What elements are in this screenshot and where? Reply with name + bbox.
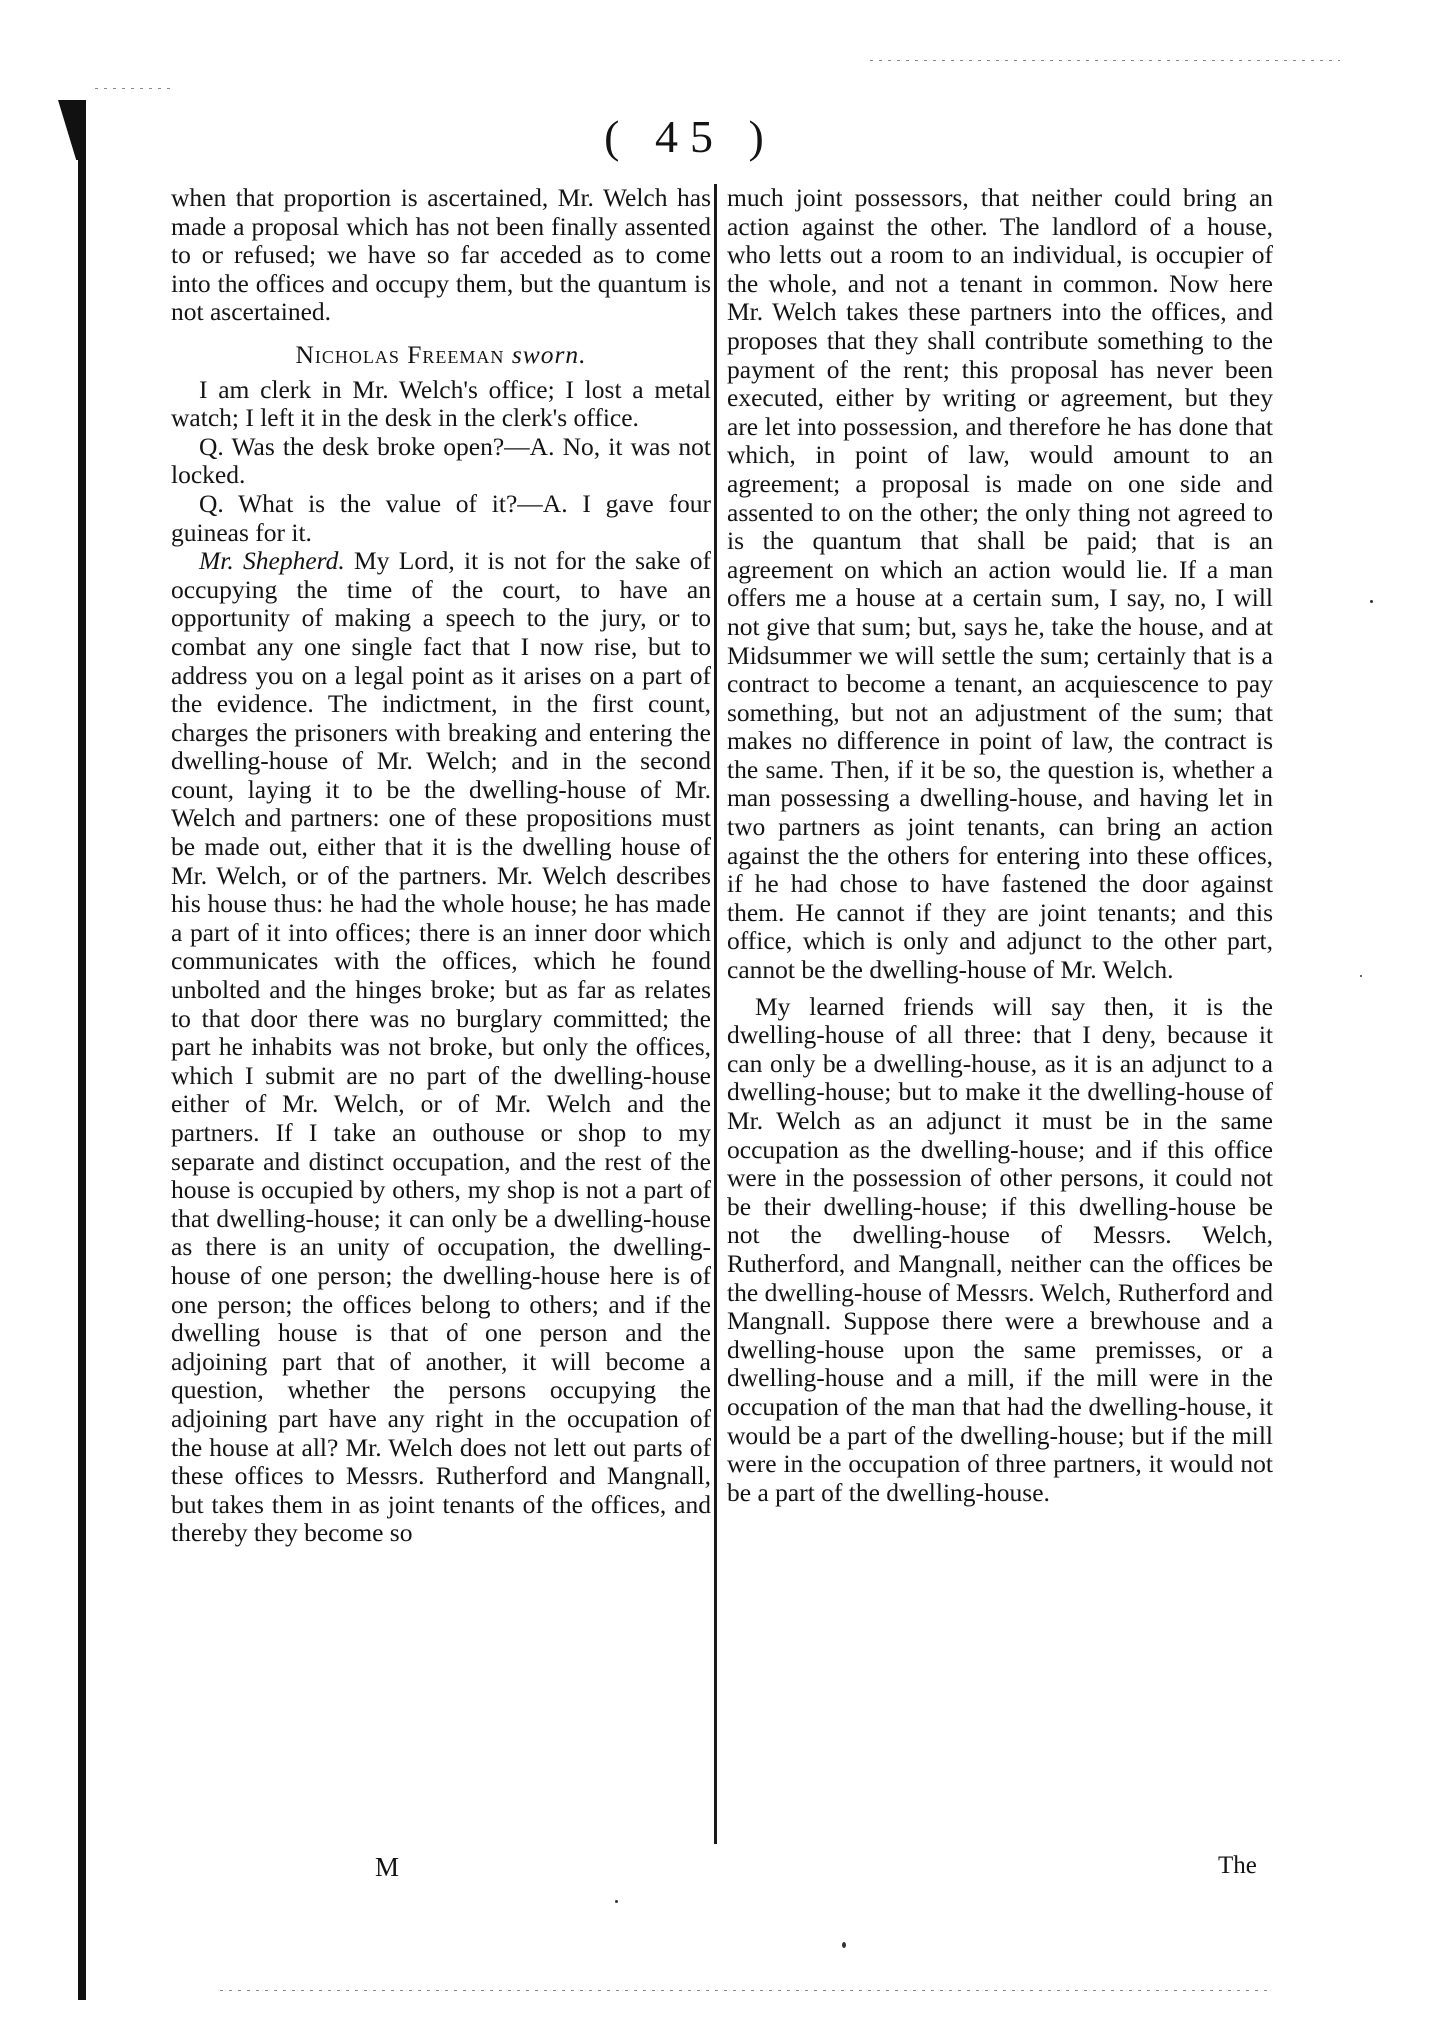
scan-speck xyxy=(842,1942,846,1948)
witness-heading xyxy=(171,341,711,370)
counsel-argument xyxy=(171,547,711,1548)
left-column xyxy=(171,184,711,1548)
page-number: ( 45 ) xyxy=(604,111,776,162)
scan-speck xyxy=(1370,600,1373,603)
left-paragraph-continuation: when that proportion is ascertained, Mr. Welch has made a proposal which has not been finally assented to or refused; we have so far acceded as to come into the offices and occupy them, but the quantum is not ascertained. xyxy=(171,183,711,327)
witness-name: Nicholas Freeman xyxy=(295,339,505,369)
witness-testimony: I am clerk in Mr. Welch's office; I lost a metal watch; I left it in the desk in the clerk's office. xyxy=(171,374,711,433)
scan-speck xyxy=(1360,975,1362,977)
witness-status: sworn. xyxy=(511,339,587,369)
speaker-name: Mr. Shepherd. xyxy=(199,546,345,576)
scan-noise xyxy=(870,60,1340,61)
scan-noise xyxy=(220,1990,1270,1991)
right-paragraph-continuation: much joint possessors, that neither could bring an action against the other. The landlord of a house, who letts out a room to an individual, is occupier of the whole, and not a tenant in common. Now here Mr. Welch takes these partners into the offices, and proposes that they shall contribute something to the payment of the rent; this proposal has never been executed, either by writing or agreement, but they are let into possession, and therefore he has done that which, in point of law, would amount to an agreement; a proposal is made on one side and assented to on the other; the only thing not agreed to is the quantum that shall be paid; that is an agreement on which an action would lie. If a man offers me a house at a certain sum, I say, no, I will not give that sum; but, says he, take the house, and at Midsummer we will settle the sum; certainly that is a contract to become a tenant, an acquiescence to pay something, but not an adjustment of the sum; that makes no difference in point of law, the contract is the same. Then, if it be so, the question is, whether a man possessing a dwelling-house, and having let in two partners as joint tenants, can bring an action against the the others for entering into these offices, if he had chose to have fastened the door against them. He cannot if they are joint tenants; and this office, which is only and adjunct to the other part, cannot be the dwelling-house of Mr. Welch. xyxy=(727,183,1273,985)
scan-noise xyxy=(95,88,175,89)
question-answer-1: Q. Was the desk broke open?—A. No, it was not locked. xyxy=(171,431,711,490)
counsel-argument-text: My Lord, it is not for the sake of occupying the time of the court, to have an opportunity of making a speech to the jury, or to combat any one single fact that I now rise, but to address you on a legal point as it arises on a part of the evidence. The indictment, in the first count, charges the prisoners with breaking and entering the dwelling-house of Mr. Welch; and in the second count, laying it to be the dwelling-house of Mr. Welch and partners: one of these propositions must be made out, either that it is the dwelling house of Mr. Welch, or of the partners. Mr. Welch describes his house thus: he had the whole house; he has made a part of it into offices; there is an inner door which communicates with the offices, which he found unbolted and the hinges broke; but as far as relates to that door there was no burglary committed; the part he inhabits was not broke, but only the offices, which I submit are no part of the dwelling-house either of Mr. Welch, or of Mr. Welch and the partners. If I take an outhouse or shop to my separate and distinct occupation, and the rest of the house is occupied by others, my shop is not a part of that dwelling-house; it can only be a dwelling-house as there is an unity of occupation, the dwelling-house of one person; the dwelling-house here is of one person; the offices belong to others; and if the dwelling house is that of one person and the adjoining part that of another, it will become a question, whether the persons occupying the adjoining part have any right in the occupation of the house at all? Mr. Welch does not lett out parts of these offices to Messrs. Rutherford and Mangnall, but takes them in as joint tenants of the offices, and thereby they become so xyxy=(171,546,711,1548)
right-column xyxy=(727,184,1273,1507)
column-divider xyxy=(714,184,717,1844)
right-paragraph-2: My learned friends will say then, it is the dwelling-house of all three: that I deny, because it can only be a dwelling-house, as it is an adjunct to a dwelling-house; but to make it the dwelling-house of Mr. Welch as an adjunct it must be in the same occupation as the dwelling-house; and if this office were in the possession of other persons, it could not be their dwelling-house; if this dwelling-house be not the dwelling-house of Messrs. Welch, Rutherford, and Mangnall, neither can the offices be the dwelling-house of Messrs. Welch, Rutherford and Mangnall. Suppose there were a brewhouse and a dwelling-house upon the same premisses, or a dwelling-house and a mill, if the mill were in the occupation of the man that had the dwelling-house, it would be a part of the dwelling-house; but if the mill were in the occupation of three partners, it would not be a part of the dwelling-house. xyxy=(727,991,1273,1507)
scan-speck xyxy=(615,1900,618,1903)
catchword: The xyxy=(1218,1852,1257,1879)
signature-mark: M xyxy=(375,1852,400,1882)
question-answer-2: Q. What is the value of it?—A. I gave four guineas for it. xyxy=(171,488,711,547)
page-binding-edge xyxy=(78,100,86,2000)
